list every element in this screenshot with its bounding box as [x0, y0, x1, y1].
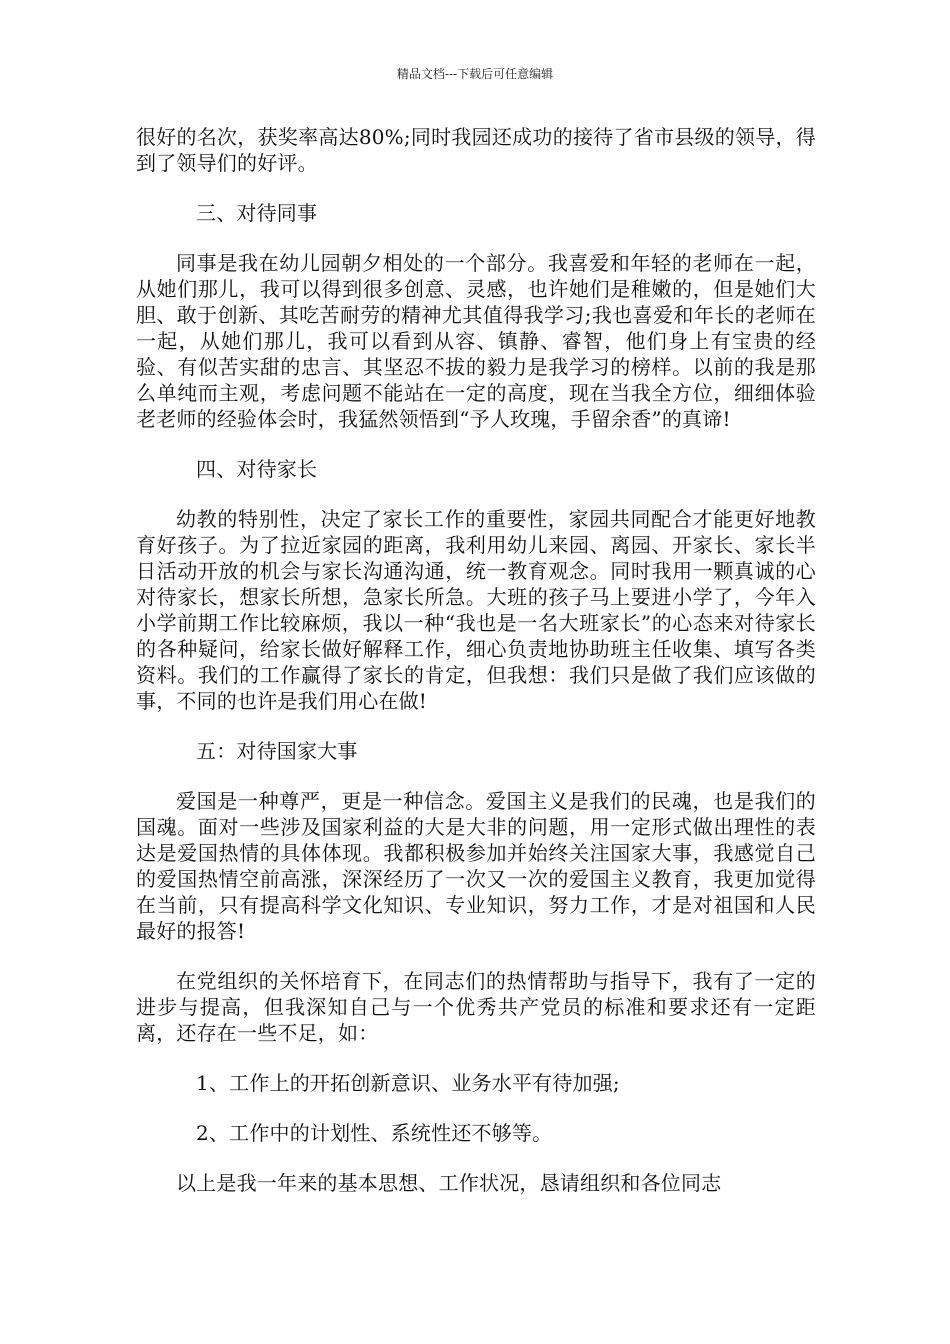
- paragraph-closing: 以上是我一年来的基本思想、工作状况，恳请组织和各位同志: [176, 1171, 722, 1195]
- list-item-1: 1、工作上的开拓创新意识、业务水平有待加强;: [196, 1071, 620, 1095]
- list-item-2: 2、工作中的计划性、系统性还不够等。: [196, 1121, 553, 1145]
- document-body: [136, 124, 816, 1220]
- paragraph-continuation: 很好的名次，获奖率高达80%;同时我园还成功的接待了省市县级的领导，得到了领导们的好评。: [136, 125, 816, 175]
- section-heading-national-affairs: 五：对待国家大事: [196, 739, 358, 763]
- paragraph-parents: 幼教的特别性，决定了家长工作的重要性，家园共同配合才能更好地教育好孩子。为了拉近家园的距离，我利用幼儿来园、离园、开家长、家长半日活动开放的机会与家长沟通沟通，统一教育观念。同时我用一颗真诚的心对待家长，想家长所想，急家长所急。大班的孩子马上要进小学了，今年入小学前期工作比较麻烦，我以一种“我也是一名大班家长”的心态来对待家长的各种疑问，给家长做好解释工作，细心负责地协助班主任收集、填写各类资料。我们的工作赢得了家长的肯定，但我想：我们只是做了我们应该做的事，不同的也许是我们用心在做!: [136, 507, 816, 713]
- paragraph-shortcomings: 在党组织的关怀培育下，在同志们的热情帮助与指导下，我有了一定的进步与提高，但我深知自己与一个优秀共产党员的标准和要求还有一定距离，还存在一些不足，如：: [136, 969, 816, 1045]
- paragraph-colleagues: 同事是我在幼儿园朝夕相处的一个部分。我喜爱和年轻的老师在一起，从她们那儿，我可以得到很多创意、灵感，也许她们是稚嫩的，但是她们大胆、敢于创新、其吃苦耐劳的精神尤其值得我学习;我也喜爱和年长的老师在一起，从她们那儿，我可以看到从容、镇静、睿智，他们身上有宝贵的经验、有似苦实甜的忠言、其坚忍不拔的毅力是我学习的榜样。以前的我是那么单纯而主观，考虑问题不能站在一定的高度，现在当我全方位，细细体验老老师的经验体会时，我猛然领悟到“予人玫瑰，手留余香”的真谛!: [136, 251, 816, 431]
- section-heading-parents: 四、对待家长: [196, 457, 318, 481]
- paragraph-national-affairs: 爱国是一种尊严，更是一种信念。爱国主义是我们的民魂，也是我们的国魂。面对一些涉及国家利益的大是大非的问题，用一定形式做出理性的表达是爱国热情的具体体现。我都积极参加并始终关注国家大事，我感觉自己的爱国热情空前高涨，深深经历了一次又一次的爱国主义教育，我更加觉得在当前，只有提高科学文化知识、专业知识，努力工作，才是对祖国和人民最好的报答!: [136, 789, 816, 943]
- page-header: 精品文档---下载后可任意编辑: [396, 67, 554, 81]
- section-heading-colleagues: 三、对待同事: [196, 201, 318, 225]
